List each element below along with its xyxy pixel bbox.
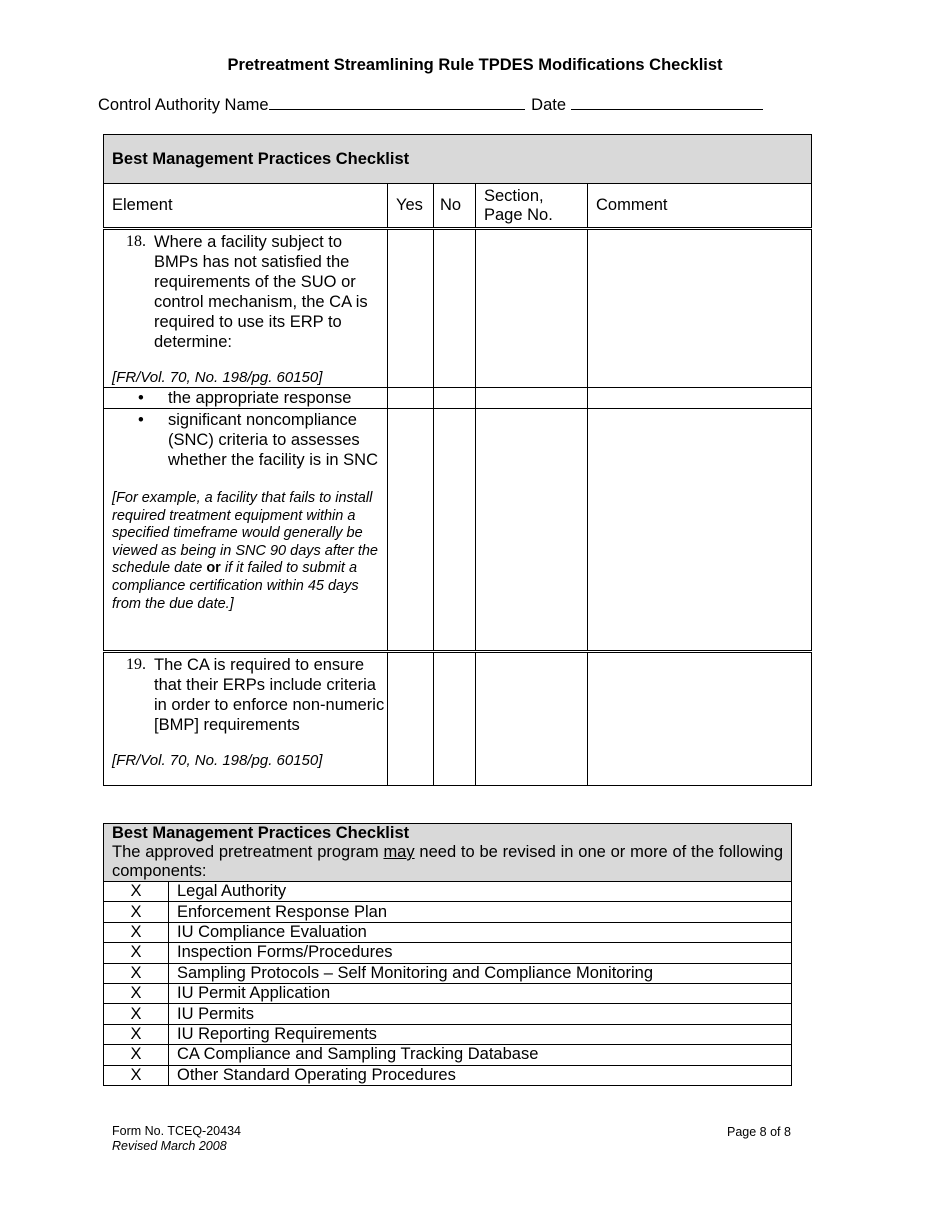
section-cell[interactable] [476,388,588,409]
revision-date: Revised March 2008 [112,1139,227,1153]
bullet-text: the appropriate response [168,389,352,407]
check-mark[interactable]: X [104,882,169,902]
item-number: 19. [126,656,146,673]
page-number: Page 8 of 8 [727,1125,791,1139]
table-row-bullet-2 [104,409,812,652]
list-item [104,1024,792,1044]
component-label: IU Reporting Requirements [169,1024,792,1044]
no-cell[interactable] [434,652,476,786]
check-mark[interactable]: X [104,943,169,963]
components-table [103,823,792,1086]
table1-title: Best Management Practices Checklist [104,135,812,184]
element-cell-bullet-2 [104,409,388,652]
no-cell[interactable] [434,229,476,388]
snc-example-note: [For example, a facility that fails to install required treatment equipment within a specified timeframe would generally be viewed as being in SNC 90 days after the schedule date or if it failed to submit a compliance certification within 45 days from the due date.] [112,490,378,612]
list-item [104,943,792,963]
list-item [104,963,792,983]
bullet-text: significant noncompliance (SNC) criteria to assesses whether the facility is in SNC [168,411,378,469]
check-mark[interactable]: X [104,983,169,1003]
col-no: No [434,184,476,229]
component-label: Legal Authority [169,882,792,902]
table-row-19 [104,652,812,786]
list-item [104,882,792,902]
yes-cell[interactable] [388,652,434,786]
col-section: Section, Page No. [476,184,588,229]
comment-cell[interactable] [588,388,812,409]
check-mark[interactable]: X [104,1004,169,1024]
date-label: Date [531,96,567,114]
check-mark[interactable]: X [104,963,169,983]
section-cell[interactable] [476,409,588,652]
check-mark[interactable]: X [104,1065,169,1085]
comment-cell[interactable] [588,409,812,652]
components-intro: The approved pretreatment program may need to be revised in one or more of the following components: [112,843,783,880]
table-row-18 [104,229,812,388]
section-cell[interactable] [476,652,588,786]
control-authority-name-field[interactable] [269,95,525,110]
check-mark[interactable]: X [104,922,169,942]
component-label: CA Compliance and Sampling Tracking Database [169,1045,792,1065]
component-label: Inspection Forms/Procedures [169,943,792,963]
check-mark[interactable]: X [104,1045,169,1065]
comment-cell[interactable] [588,652,812,786]
list-item [104,902,792,922]
control-authority-line [98,95,763,115]
form-number: Form No. TCEQ-20434 [112,1124,241,1138]
form-info [112,1124,241,1154]
yes-cell[interactable] [388,409,434,652]
component-label: IU Permit Application [169,983,792,1003]
bullet-icon: • [138,411,144,429]
item-number: 18. [126,233,146,250]
yes-cell[interactable] [388,388,434,409]
list-item [104,1004,792,1024]
component-label: IU Compliance Evaluation [169,922,792,942]
list-item [104,983,792,1003]
component-label: IU Permits [169,1004,792,1024]
bullet-icon: • [138,389,144,407]
item-text: Where a facility subject to BMPs has not satisfied the requirements of the SUO or control mechanism, the CA is required to use its ERP to determine: [154,233,368,351]
component-label: Other Standard Operating Procedures [169,1065,792,1085]
component-label: Enforcement Response Plan [169,902,792,922]
comment-cell[interactable] [588,229,812,388]
date-field[interactable] [571,95,763,110]
check-mark[interactable]: X [104,1024,169,1044]
item-text: The CA is required to ensure that their ERPs include criteria in order to enforce non-numeric [BMP] requirements [154,656,385,734]
check-mark[interactable]: X [104,902,169,922]
components-header [104,824,792,882]
element-cell-19 [104,652,388,786]
col-element: Element [104,184,388,229]
fr-reference: [FR/Vol. 70, No. 198/pg. 60150] [112,752,323,769]
list-item [104,1065,792,1085]
list-item [104,922,792,942]
no-cell[interactable] [434,388,476,409]
yes-cell[interactable] [388,229,434,388]
control-authority-label: Control Authority Name [98,96,269,114]
page-title: Pretreatment Streamlining Rule TPDES Modifications Checklist [227,56,723,74]
element-cell-bullet-1 [104,388,388,409]
fr-reference: [FR/Vol. 70, No. 198/pg. 60150] [112,369,323,386]
bmp-checklist-table [103,134,812,786]
list-item [104,1045,792,1065]
component-label: Sampling Protocols – Self Monitoring and Compliance Monitoring [169,963,792,983]
table2-title: Best Management Practices Checklist [112,824,410,842]
element-cell-18 [104,229,388,388]
col-yes: Yes [388,184,434,229]
no-cell[interactable] [434,409,476,652]
col-comment: Comment [588,184,812,229]
section-cell[interactable] [476,229,588,388]
table-row-bullet-1 [104,388,812,409]
